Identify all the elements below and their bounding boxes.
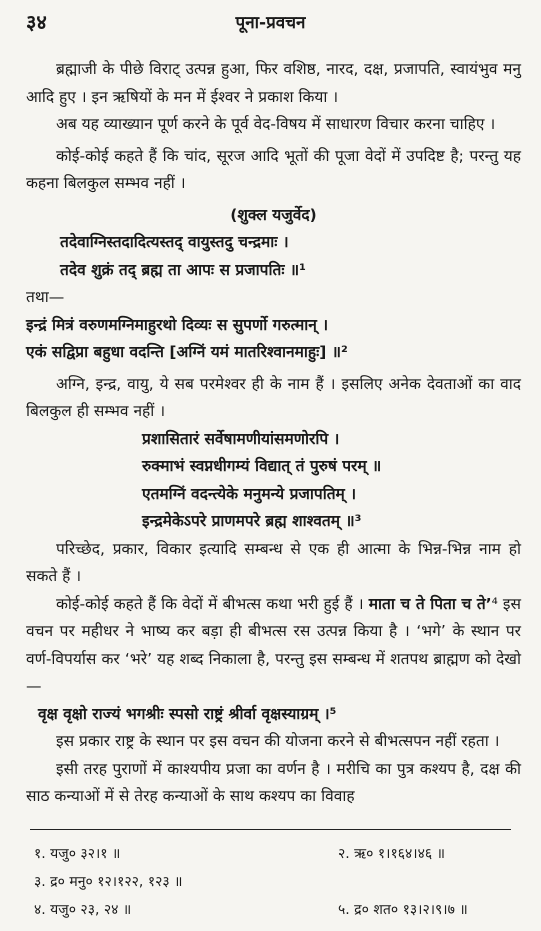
verse-line: प्रशासितारं सर्वेषामणीयांसमणोरपि । (142, 429, 340, 448)
footnote: ५. द्र० शत० १३।२।९।७ ॥ (338, 902, 468, 918)
footnote: १. यजु० ३२।१ ॥ (34, 846, 121, 862)
verse-line: इन्द्रमेकेऽपरे प्राणमपरे ब्रह्म शाश्वतम् ॥³ (142, 512, 362, 530)
verse-line: एकं सद्विप्रा बहुधा वदन्ति [अग्निं यमं मातरिश्वानमाहुः] ॥² (26, 343, 348, 361)
footnote: ४. यजु० २३, २४ ॥ (34, 902, 132, 918)
footnote: २. ऋ० १।१६४।४६ ॥ (338, 846, 445, 862)
verse-line: तदेवाग्निस्तदादित्यस्तद् वायुस्तदु चन्द्रमाः । (60, 233, 289, 251)
footnote-divider (30, 829, 511, 830)
verse-line: तदेव शुक्रं तद् ब्रह्म ता आपः स प्रजापतिः ॥¹ (60, 260, 306, 279)
verse-line: एतमग्निं वदन्त्येके मनुमन्ये प्रजापतिम् । (142, 484, 357, 503)
verse-line: वृक्ष वृक्षो राज्यं भगश्रीः स्पसो राष्ट्रं श्रीर्वा वृक्षस्याग्रम् ।⁵ (38, 704, 337, 723)
footnote: ३. द्र० मनु० १२।१२२, १२३ ॥ (34, 874, 183, 890)
tatha-label: तथा— (26, 288, 65, 306)
paragraph (26, 591, 521, 701)
paragraph: परिच्छेद, प्रकार, विकार इत्यादि सम्बन्ध से एक ही आत्मा के भिन्न-भिन्न नाम हो सकते हैं । (26, 539, 521, 585)
paragraph: अब यह व्याख्यान पूर्ण करने के पूर्व वेद-विषय में साधारण विचार करना चाहिए । (56, 115, 496, 133)
page-number: ३४ (26, 10, 47, 34)
paragraph-text: कोई-कोई कहते हैं कि वेदों में बीभत्स कथा भरी हुई हैं । (56, 594, 369, 613)
paragraph: इसी तरह पुराणों में काश्यपीय प्रजा का वर्णन है । मरीचि का पुत्र कश्यप है, दक्ष की साठ कन्याओं में से तेरह कन्याओं के साथ कश्यप का विवाह (26, 759, 521, 805)
paragraph: अग्नि, इन्द्र, वायु, ये सब परमेश्वर ही के नाम हैं । इसलिए अनेक देवताओं का वाद बिलकुल ही सम्भव नहीं । (26, 374, 521, 420)
paragraph: ब्रह्माजी के पीछे विराट् उत्पन्न हुआ, फिर वशिष्ठ, नारद, दक्ष, प्रजापति, स्वायंभुव मनु आदि हुए । इन ऋषियों के मन में ईश्वर ने प्रकाश किया । (26, 60, 521, 106)
verse-line: इन्द्रं मित्रं वरुणमग्निमाहुरथो दिव्यः स सुपर्णो गरुत्मान् । (26, 315, 329, 334)
verse-heading: (शुक्ल यजुर्वेद) (230, 205, 317, 224)
page-header (26, 8, 515, 38)
verse-line: रुक्माभं स्वप्नधीगम्यं विद्यात् तं पुरुषं परम् ॥ (142, 457, 382, 475)
paragraph: इस प्रकार राष्ट्र के स्थान पर इस वचन की योजना करने से बीभत्सपन नहीं रहता । (56, 732, 500, 750)
paragraph-text: ⁴ इस वचन पर महीधर ने भाष्य कर बड़ा ही बीभत्स रस उत्पन्न किया है । ‘भगे’ के स्थान पर वर्ण-विपर्यास कर ‘भरे’ यह शब्द निकाला है, परन्तु इस सम्बन्ध में शतपथ ब्राह्मण को देखो— (26, 594, 522, 695)
quoted-mantra: माता च ते पिता च ते’ (368, 594, 492, 613)
paragraph: कोई-कोई कहते हैं कि चांद, सूरज आदि भूतों की पूजा वेदों में उपदिष्ट है; परन्तु यह कहना बिलकुल सम्भव नहीं । (26, 146, 521, 192)
running-title: पूना-प्रवचन (235, 13, 306, 33)
page-body (26, 56, 521, 811)
